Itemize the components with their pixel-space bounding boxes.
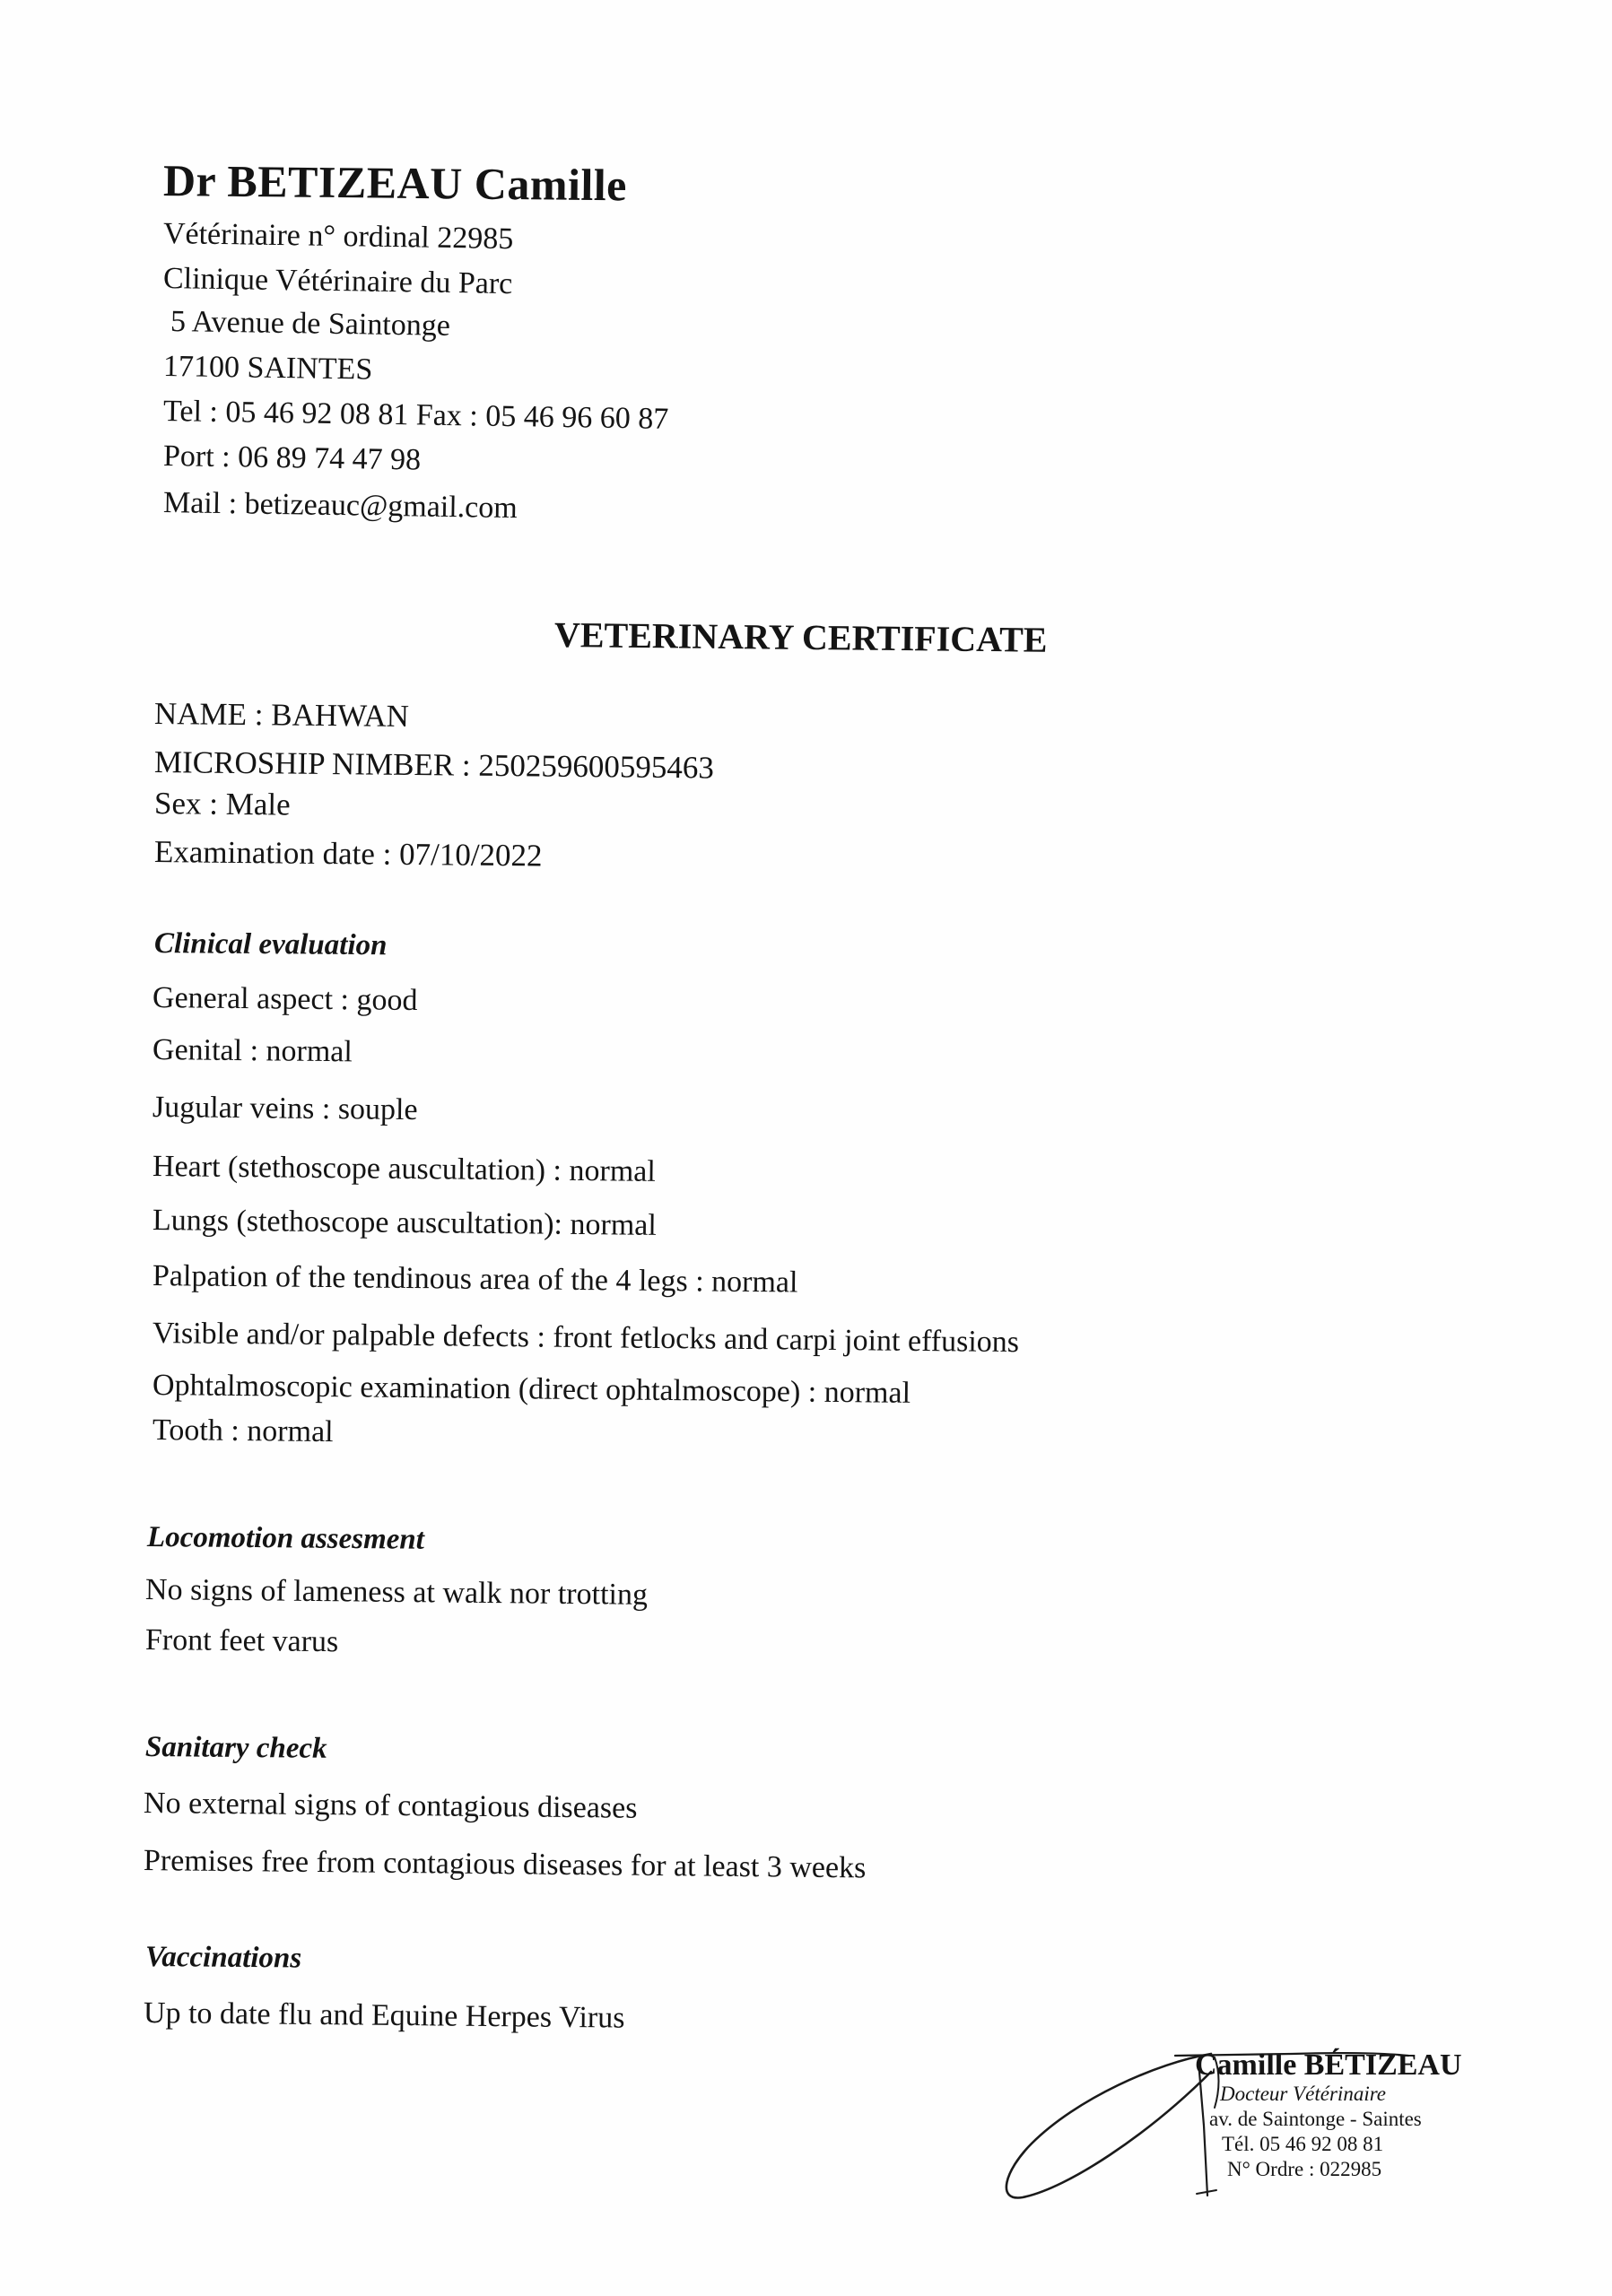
clinical-line: Tooth : normal — [152, 1413, 334, 1449]
stamp-name: Camille BÉTIZEAU — [1195, 2048, 1462, 2082]
locomotion-line: No signs of lameness at walk nor trotting — [144, 1573, 649, 1612]
clinical-line: Jugular veins : souple — [152, 1091, 418, 1127]
clinical-evaluation-title: Clinical evaluation — [153, 927, 388, 962]
horse-name: NAME : BAHWAN — [153, 696, 410, 734]
examination-date: Examination date : 07/10/2022 — [153, 834, 543, 874]
clinic-name: Clinique Vétérinaire du Parc — [162, 262, 513, 301]
stamp-order-number: N° Ordre : 022985 — [1227, 2158, 1382, 2180]
veterinarian-number: Vétérinaire n° ordinal 22985 — [162, 217, 514, 257]
locomotion-title: Locomotion assesment — [146, 1521, 425, 1556]
clinic-city: 17100 SAINTES — [162, 350, 373, 387]
clinical-line: Ophtalmoscopic examination (direct ophtalmoscope) : normal — [152, 1369, 911, 1410]
stamp-address: av. de Saintonge - Saintes — [1209, 2108, 1422, 2130]
doctor-name: Dr BETIZEAU Camille — [162, 155, 628, 211]
sanitary-line: No external signs of contagious diseases — [143, 1787, 638, 1825]
mobile-phone: Port : 06 89 74 47 98 — [162, 439, 422, 477]
clinical-line: General aspect : good — [152, 981, 418, 1018]
clinical-line: Heart (stethoscope auscultation) : normal — [152, 1150, 656, 1188]
clinical-line: Lungs (stethoscope auscultation): normal — [152, 1204, 657, 1242]
sanitary-title: Sanitary check — [144, 1731, 327, 1765]
clinical-line: Genital : normal — [152, 1033, 353, 1069]
clinical-line: Visible and/or palpable defects : front fetlocks and carpi joint effusions — [152, 1317, 1020, 1360]
locomotion-line: Front feet varus — [144, 1623, 339, 1659]
stamp-phone: Tél. 05 46 92 08 81 — [1222, 2133, 1384, 2155]
clinical-line: Palpation of the tendinous area of the 4 legs : normal — [152, 1259, 798, 1300]
phone-fax: Tel : 05 46 92 08 81 Fax : 05 46 96 60 87 — [162, 395, 669, 436]
certificate-title: VETERINARY CERTIFICATE — [553, 614, 1048, 660]
email: Mail : betizeauc@gmail.com — [162, 486, 518, 526]
vaccinations-line: Up to date flu and Equine Herpes Virus — [143, 1996, 625, 2035]
clinic-street: 5 Avenue de Saintonge — [170, 305, 451, 343]
sex: Sex : Male — [153, 786, 291, 822]
vaccinations-title: Vaccinations — [144, 1941, 302, 1975]
microchip-number: MICROSHIP NIMBER : 250259600595463 — [153, 744, 715, 786]
sanitary-line: Premises free from contagious diseases for at least 3 weeks — [143, 1844, 867, 1885]
stamp-title: Docteur Vétérinaire — [1220, 2083, 1387, 2105]
